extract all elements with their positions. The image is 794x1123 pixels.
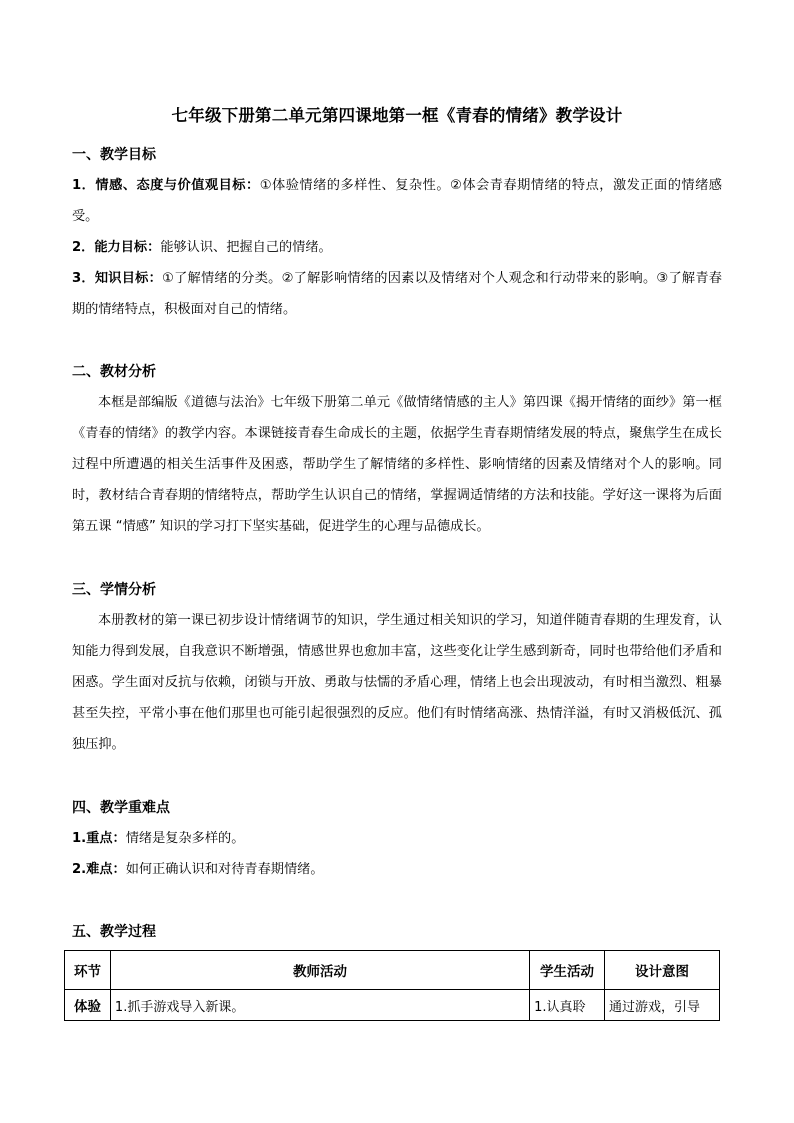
objective-1-label: 1．情感、态度与价值观目标： [72,178,260,193]
section-heading-objectives: 一、教学目标 [72,147,156,163]
difficult-point-item [72,854,722,885]
objective-3-text: ①了解情绪的分类。②了解影响情绪的因素以及情绪对个人观念和行动带来的影响。③了解青春期的情绪特点，积极面对自己的情绪。 [72,271,722,317]
section-heading-textbook-analysis: 二、教材分析 [72,364,156,380]
objective-item-3 [72,263,722,325]
objective-item-2 [72,232,722,263]
difficult-point-label: 2.难点： [72,862,126,877]
header-student-activity: 学生活动 [530,951,605,990]
student-analysis-paragraph: 本册教材的第一课已初步设计情绪调节的知识，学生通过相关知识的学习，知道伴随青春期的生理发育，认知能力得到发展，自我意识不断增强，情感世界也愈加丰富，这些变化让学生感到新奇，同时也带给他们矛盾和困惑。学生面对反抗与依赖，闭锁与开放、勇敢与怯懦的矛盾心理，情绪上也会出现波动，有时相当激烈、粗暴甚至失控，平常小事在他们那里也可能引起很强烈的反应。他们有时情绪高涨、热情洋溢，有时又消极低沉、孤独压抑。 [72,613,722,752]
cell-student-activity: 1.认真聆 [530,990,605,1021]
difficult-point-text: 如何正确认识和对待青春期情绪。 [125,862,324,877]
textbook-analysis-paragraph: 本框是部编版《道德与法治》七年级下册第二单元《做情绪情感的主人》第四课《揭开情绪的面纱》第一框《青春的情绪》的教学内容。本课链接青春生命成长的主题，依据学生青春期情绪发展的特点，聚焦学生在成长过程中所遭遇的相关生活事件及困惑，帮助学生了解情绪的多样性、影响情绪的因素及情绪对个人的影响。同时，教材结合青春期的情绪特点，帮助学生认识自己的情绪，掌握调适情绪的方法和技能。学好这一课将为后面第五课 “情感” 知识的学习打下坚实基础，促进学生的心理与品德成长。 [72,395,722,534]
key-point-label: 1.重点： [72,831,126,846]
section-heading-student-analysis: 三、学情分析 [72,582,156,598]
teaching-process-table [64,950,720,1021]
cell-stage: 体验 [65,990,111,1021]
header-teacher-activity: 教师活动 [110,951,529,990]
key-point-text: 情绪是复杂多样的。 [125,831,245,846]
objective-2-text: 能够认识、把握自己的情绪。 [160,240,332,255]
cell-design-intent: 通过游戏，引导 [605,990,720,1021]
cell-teacher-activity: 1.抓手游戏导入新课。 [110,990,529,1021]
objective-item-1 [72,170,722,232]
section-heading-key-points: 四、教学重难点 [72,800,170,816]
objective-2-label: 2．能力目标： [72,240,161,255]
table-row [65,990,720,1021]
header-design-intent: 设计意图 [605,951,720,990]
key-point-item [72,823,722,854]
document-title: 七年级下册第二单元第四课地第一框《青春的情绪》教学设计 [171,106,623,125]
table-header-row [65,951,720,990]
objective-1-text: ①体验情绪的多样性、复杂性。②体会青春期情绪的特点，激发正面的情绪感受。 [72,178,722,224]
objective-3-label: 3．知识目标： [72,271,163,286]
section-heading-teaching-process: 五、教学过程 [72,924,156,940]
header-stage: 环节 [65,951,111,990]
